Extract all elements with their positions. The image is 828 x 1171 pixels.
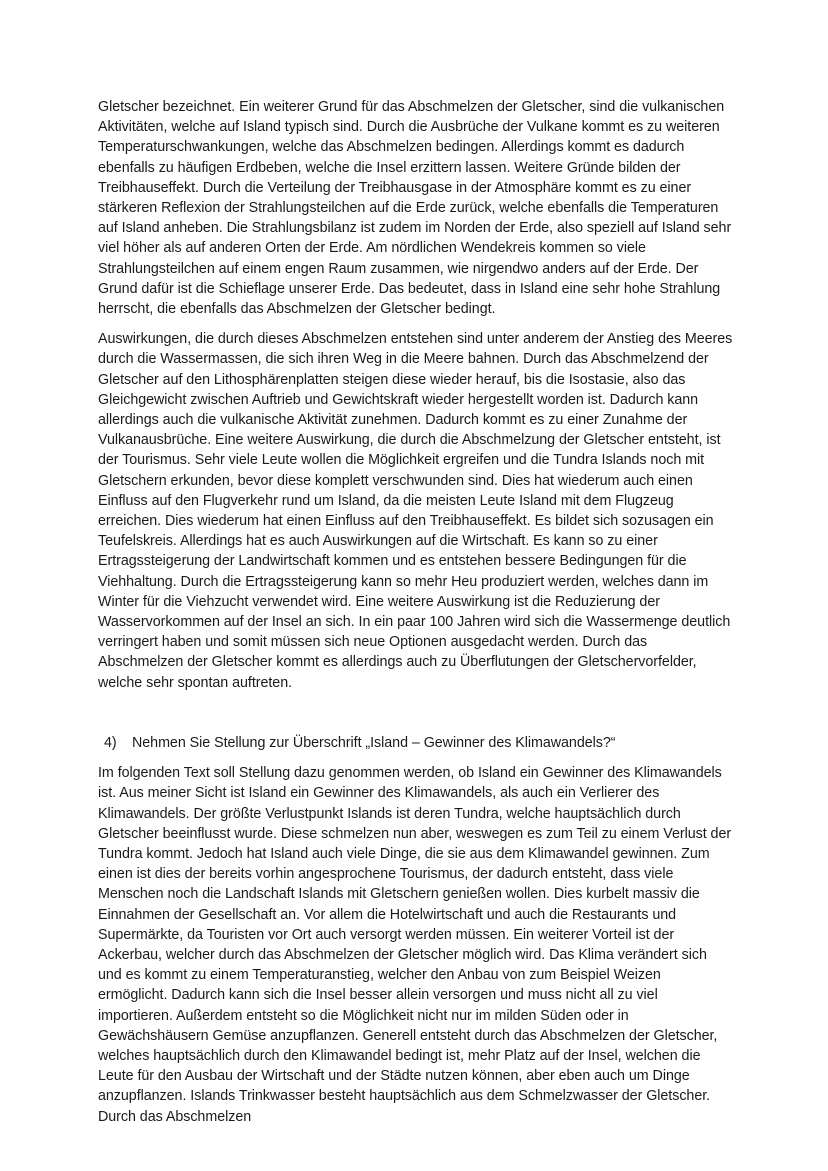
section-heading bbox=[98, 733, 734, 753]
paragraph-causes: Gletscher bezeichnet. Ein weiterer Grund für das Abschmelzen der Gletscher, sind die vulkanischen Aktivitäten, welche auf Island typisch sind. Durch die Ausbrüche der Vulkane kommt es zu weiteren Temperaturschwankungen, welche das Abschmelzen bedingen. Allerdings kommt es dadurch ebenfalls zu häufigen Erdbeben, welche die Insel erzittern lassen. Weitere Gründe bilden der Treibhauseffekt. Durch die Verteilung der Treibhausgase in der Atmosphäre kommt es zu einer stärkeren Reflexion der Strahlungsteilchen auf die Erde zurück, welche ebenfalls die Temperaturen auf Island anheben. Die Strahlungsbilanz ist zudem im Norden der Erde, also speziell auf Island sehr viel höher als auf anderen Orten der Erde. Am nördlichen Wendekreis kommen so viele Strahlungsteilchen auf einem engen Raum zusammen, wie nirgendwo anders auf der Erde. Der Grund dafür ist die Schieflage unserer Erde. Das bedeutet, dass in Island eine sehr hohe Strahlung herrscht, die ebenfalls das Abschmelzen der Gletscher bedingt. bbox=[98, 99, 732, 318]
heading-text: Nehmen Sie Stellung zur Überschrift „Island – Gewinner des Klimawandels?“ bbox=[132, 734, 616, 751]
paragraph-statement: Im folgenden Text soll Stellung dazu genommen werden, ob Island ein Gewinner des Klimawandels ist. Aus meiner Sicht ist Island ein Gewinner des Klimawandels, als auch ein Verlierer des Klimawandels. Der größte Verlustpunkt Islands ist deren Tundra, welche hauptsächlich durch Gletscher beeinflusst wurde. Diese schmelzen nun aber, weswegen es zum Teil zu einem Verlust der Tundra kommt. Jedoch hat Island auch viele Dinge, die sie aus dem Klimawandel gewinnen. Zum einen ist dies der bereits vorhin angesprochene Tourismus, der dadurch entsteht, dass viele Menschen noch die Landschaft Islands mit Gletschern genießen wollen. Dies kurbelt massiv die Einnahmen der Gesellschaft an. Vor allem die Hotelwirtschaft und auch die Restaurants und Supermärkte, da Touristen vor Ort auch versorgt werden müssen. Ein weiterer Vorteil ist der Ackerbau, welcher durch das Abschmelzen der Gletscher möglich wird. Das Klima verändert sich und es kommt zu einem Temperaturanstieg, welcher den Anbau von zum Beispiel Weizen ermöglicht. Dadurch kann sich die Insel besser allein versorgen und muss nicht all zu viel importieren. Außerdem entsteht so die Möglichkeit nicht nur im milden Süden oder in Gewächshäusern Gemüse anzupflanzen. Generell entsteht durch das Abschmelzen der Gletscher, welches hauptsächlich durch den Klimawandel bedingt ist, mehr Platz auf der Insel, welchen die Leute für den Ausbau der Wirtschaft und der Städte nutzen können, aber eben auch um Dinge anzupflanzen. Islands Trinkwasser besteht hauptsächlich aus dem Schmelzwasser der Gletscher. Durch das Abschmelzen bbox=[98, 765, 732, 1125]
paragraph-effects: Auswirkungen, die durch dieses Abschmelzen entstehen sind unter anderem der Anstieg des Meeres durch die Wassermassen, die sich ihren Weg in die Meere bahnen. Durch das Abschmelzend der Gletscher auf den Lithosphärenplatten steigen diese wieder herauf, bis die Isostasie, also das Gleichgewicht zwischen Auftrieb und Gewichtskraft wieder hergestellt worden ist. Dadurch kann allerdings auch die vulkanische Aktivität zunehmen. Dadurch kommt es zu einer Zunahme der Vulkanausbrüche. Eine weitere Auswirkung, die durch die Abschmelzung der Gletscher entsteht, ist der Tourismus. Sehr viele Leute wollen die Möglichkeit ergreifen und die Tundra Islands noch mit Gletschern erkunden, bevor diese komplett verschwunden sind. Dies hat wiederum auch einen Einfluss auf den Flugverkehr rund um Island, da die meisten Leute Island mit dem Flugzeug erreichen. Dies wiederum hat einen Einfluss auf den Treibhauseffekt. Es bildet sich sozusagen ein Teufelskreis. Allerdings hat es auch Auswirkungen auf die Wirtschaft. Es kann so zu einer Ertragssteigerung der Landwirtschaft kommen und es entstehen bessere Bedingungen für die Viehhaltung. Durch die Ertragssteigerung kann so mehr Heu produziert werden, welches dann im Winter für die Viehzucht verwendet wird. Eine weitere Auswirkung ist die Reduzierung der Wasservorkommen auf der Insel an sich. In ein paar 100 Jahren wird sich die Wassermenge deutlich verringert haben und somit müssen sich neue Optionen ausgedacht werden. Durch das Abschmelzen der Gletscher kommt es allerdings auch zu Überflutungen der Gletschervorfelder, welche sehr spontan auftreten. bbox=[98, 331, 733, 691]
document-page bbox=[98, 97, 734, 1127]
heading-number: 4) bbox=[104, 734, 117, 751]
